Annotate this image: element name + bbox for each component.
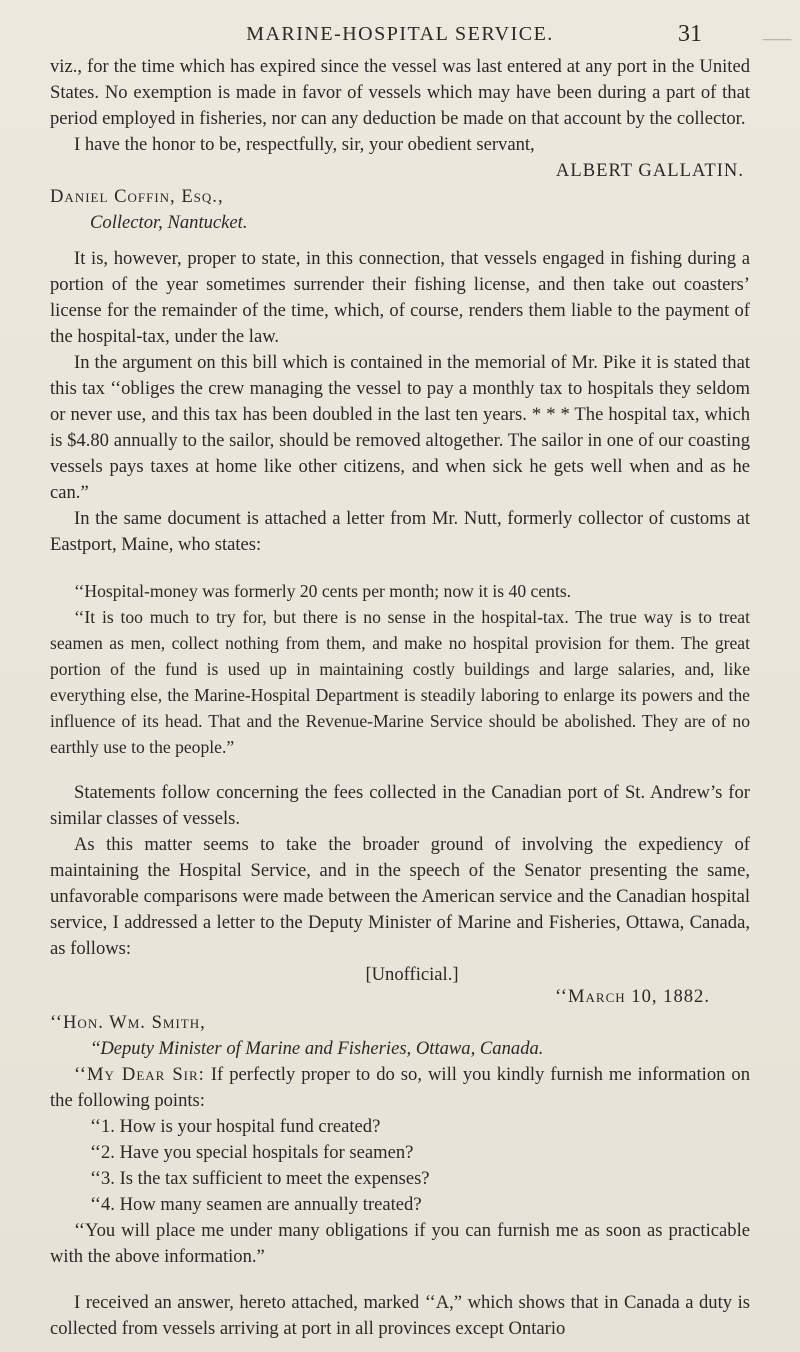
list-item-2: ‘‘2. Have you special hospitals for seamen? xyxy=(90,1142,414,1163)
paragraph-8: I received an answer, hereto attached, marked ‘‘A,” which shows that in Canada a duty is collected from vessels arriving at port in all provinces except Ontario xyxy=(50,1292,750,1339)
letter-date: ‘‘March 10, 1882. xyxy=(554,986,710,1007)
salutation-title: ‘‘Deputy Minister of Marine and Fisheries, Ottawa, Canada. xyxy=(90,1038,544,1059)
dear-sir-rest: If perfectly proper to do so, will you kindly furnish me information on the following points: xyxy=(50,1064,750,1111)
paragraph-6: Statements follow concerning the fees collected in the Canadian port of St. Andrew’s for similar classes of vessels. xyxy=(50,782,750,829)
dear-sir-lead: ‘‘My Dear Sir: xyxy=(74,1064,205,1085)
quote-2: ‘‘It is too much to try for, but there is no sense in the hospital-tax. The true way is to treat seamen as men, collect nothing from them, and make no hospital provision for them. The great portion of the fund is used up in maintaining costly buildings and large salaries, and, like everything else, the Marine-Hospital Department is steadily laboring to enlarge its powers and the influence of its head. That and the Revenue-Marine Service should be abolished. They are of no earthly use to the people.” xyxy=(50,607,750,757)
list-item-4: ‘‘4. How many seamen are annually treated? xyxy=(90,1194,422,1215)
paragraph-3: It is, however, proper to state, in this connection, that vessels engaged in fishing during a portion of the year sometimes surrender their fishing license, and then take out coasters’ license for the remainder of the time, which, of course, renders them liable to the payment of the hospital-tax, under the law. xyxy=(50,248,750,347)
addressee-title: Collector, Nantucket. xyxy=(90,212,248,233)
quote-1: ‘‘Hospital-money was formerly 20 cents per month; now it is 40 cents. xyxy=(74,581,572,601)
paragraph-4: In the argument on this bill which is contained in the memorial of Mr. Pike it is stated that this tax ‘‘obliges the crew managing the vessel to pay a monthly tax to hospitals they seldom or never use, and this tax has been doubled in the last ten years. * * * The hospital tax, which is $4.80 annually to the sailor, should be removed altogether. The sailor in one of our coasting vessels pays taxes at home like other citizens, and when sick he gets well when and as he can.” xyxy=(50,352,750,503)
dear-sir-paragraph xyxy=(50,1062,750,1114)
signature: ALBERT GALLATIN. xyxy=(555,160,744,181)
unofficial-note: [Unofficial.] xyxy=(365,964,459,985)
paragraph-5: In the same document is attached a letter from Mr. Nutt, formerly collector of customs at Eastport, Maine, who states: xyxy=(50,508,750,555)
list-item-1: ‘‘1. How is your hospital fund created? xyxy=(90,1116,381,1137)
paragraph-1: viz., for the time which has expired since the vessel was last entered at any port in the United States. No exemption is made in favor of vessels which may have been during a part of that period employed in fisheries, nor can any deduction be made on that account by the collector. xyxy=(50,56,750,129)
page-number: 31 xyxy=(678,21,702,47)
addressee-name: Daniel Coffin, Esq., xyxy=(50,186,224,207)
running-head xyxy=(50,14,750,54)
paragraph-7: As this matter seems to take the broader ground of involving the expediency of maintaining the Hospital Service, and in the speech of the Senator presenting the same, unfavorable comparisons were made between the American service and the Canadian hospital service, I addressed a letter to the Deputy Minister of Marine and Fisheries, Ottawa, Canada, as follows: xyxy=(50,834,750,959)
body-text xyxy=(50,54,750,1342)
closing-paragraph: ‘‘You will place me under many obligations if you can furnish me as soon as practicable with the above information.” xyxy=(50,1220,750,1267)
salutation-name: ‘‘Hon. Wm. Smith, xyxy=(50,1012,206,1033)
list-item-3: ‘‘3. Is the tax sufficient to meet the expenses? xyxy=(90,1168,430,1189)
paragraph-2: I have the honor to be, respectfully, sir, your obedient servant, xyxy=(74,134,535,155)
running-title: MARINE-HOSPITAL SERVICE. xyxy=(246,23,554,45)
margin-mark: ⸻ xyxy=(762,32,792,46)
